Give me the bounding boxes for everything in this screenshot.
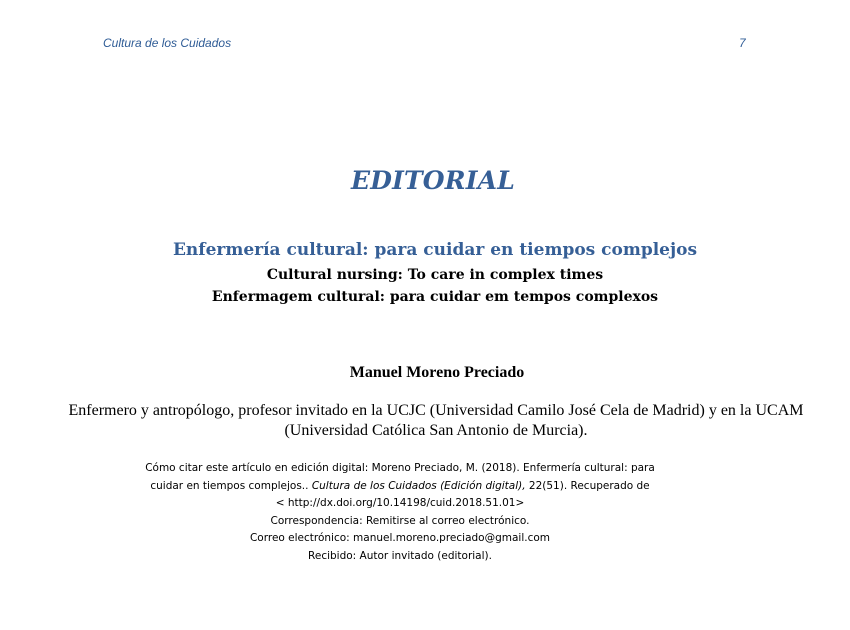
journal-name: Cultura de los Cuidados (Edición digital),	[311, 479, 526, 492]
received-note: Recibido: Autor invitado (editorial).	[308, 549, 492, 562]
article-title-english: Cultural nursing: To care in complex times	[266, 267, 604, 283]
citation-text: cuidar en tiempos complejos..	[150, 479, 312, 492]
journal-running-head: Cultura de los Cuidados	[103, 36, 232, 50]
section-title: EDITORIAL	[350, 166, 516, 195]
author-affiliation: Enfermero y antropólogo, profesor invitado en la UCJC (Universidad Camilo José Cela de Madrid) y en la UCAM (Universidad Católica San Antonio de Murcia).	[68, 402, 804, 439]
author-name: Manuel Moreno Preciado	[349, 364, 525, 381]
page-number: 7	[739, 36, 746, 50]
citation-text: 22(51). Recuperado de	[525, 479, 650, 492]
citation-line	[100, 478, 700, 496]
citation-block	[100, 460, 700, 566]
article-title-spanish: Enfermería cultural: para cuidar en tiempos complejos	[172, 240, 698, 260]
author-email: Correo electrónico: manuel.moreno.preciado@gmail.com	[249, 532, 551, 545]
article-title-portuguese: Enfermagem cultural: para cuidar em tempos complexos	[211, 289, 659, 305]
citation-line: Cómo citar este artículo en edición digital: Moreno Preciado, M. (2018). Enfermería cultural: para	[145, 462, 655, 474]
correspondence-note: Correspondencia: Remitirse al correo electrónico.	[270, 514, 530, 527]
doi-link[interactable]: < http://dx.doi.org/10.14198/cuid.2018.51.01>	[275, 497, 525, 510]
